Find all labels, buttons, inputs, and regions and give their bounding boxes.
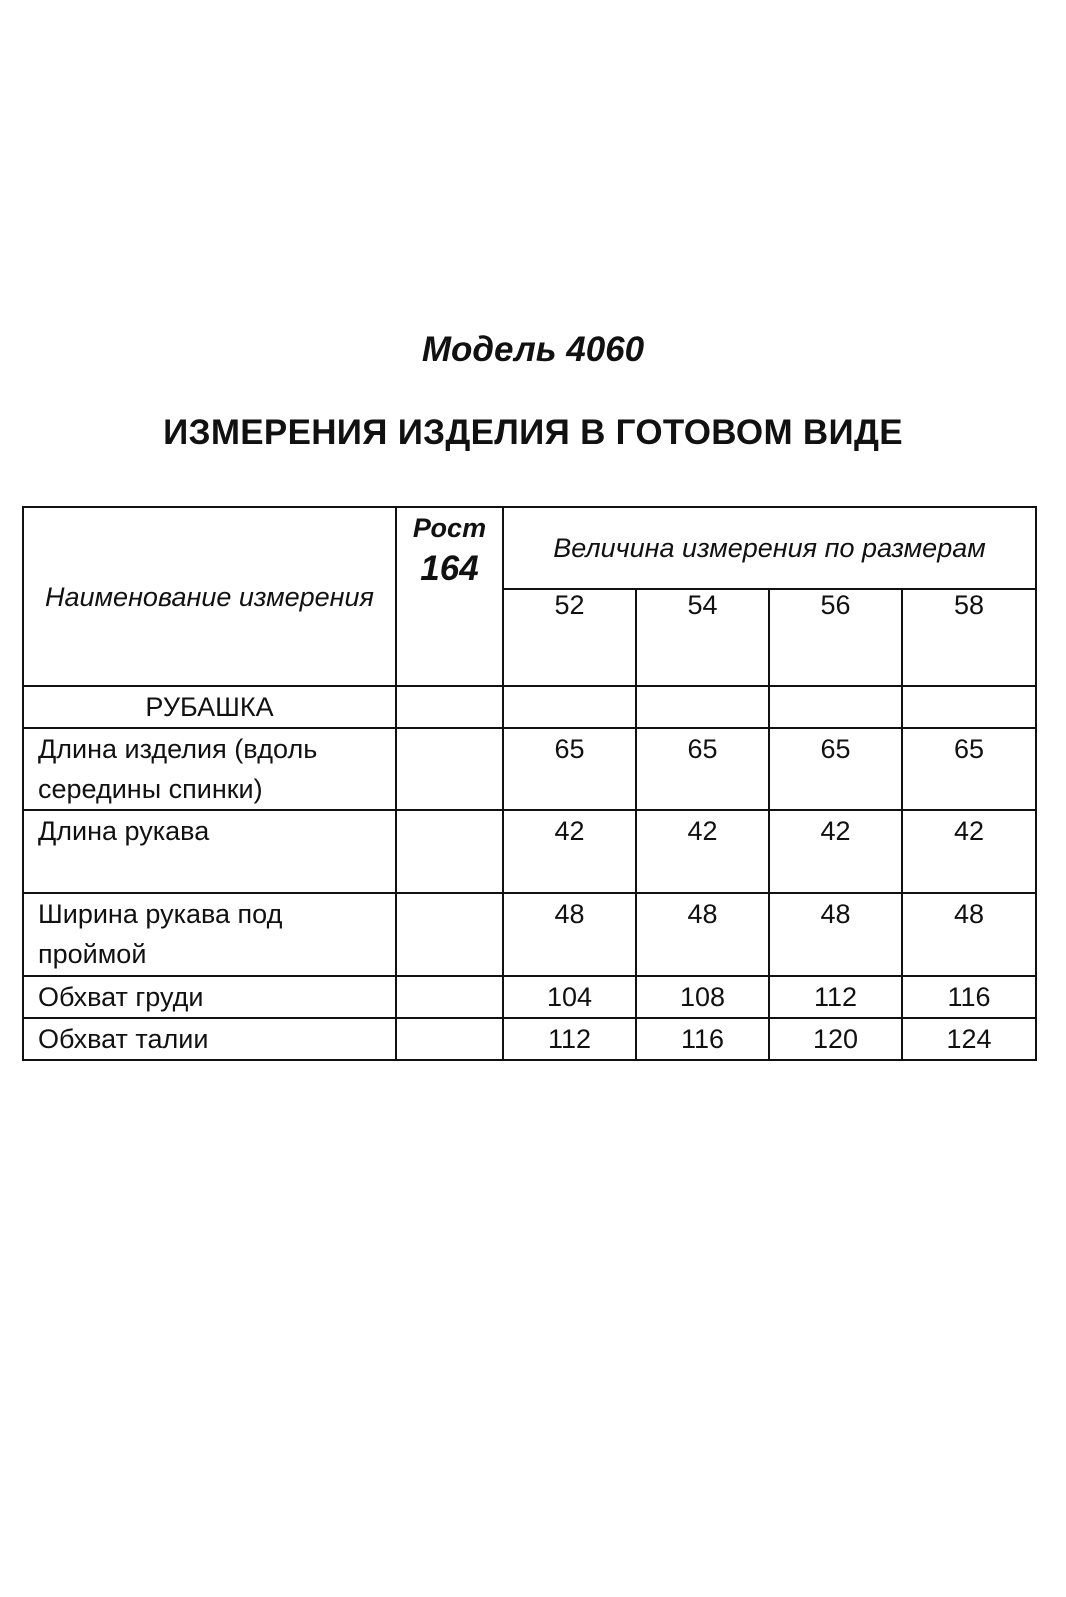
value-cell: 65 <box>769 728 902 810</box>
value-cell: 48 <box>769 893 902 976</box>
header-size: 52 <box>503 589 636 686</box>
section-title: РУБАШКА <box>23 686 396 728</box>
model-title: Модель 4060 <box>421 330 645 369</box>
row-label: Длина рукава <box>23 810 396 893</box>
value-cell: 65 <box>636 728 769 810</box>
section-row <box>23 686 1036 728</box>
empty-cell <box>769 686 902 728</box>
empty-cell <box>396 686 503 728</box>
height-cell <box>396 810 503 893</box>
height-cell <box>396 893 503 976</box>
row-label: Ширина рукава под проймой <box>23 893 396 976</box>
value-cell: 120 <box>769 1018 902 1060</box>
height-value: 164 <box>420 549 479 588</box>
table-row <box>23 1018 1036 1060</box>
empty-cell <box>503 686 636 728</box>
value-cell: 116 <box>902 976 1036 1018</box>
value-cell: 104 <box>503 976 636 1018</box>
table-row <box>23 976 1036 1018</box>
header-height <box>396 507 503 686</box>
height-cell <box>396 1018 503 1060</box>
header-size: 54 <box>636 589 769 686</box>
header-measure-name: Наименование измерения <box>23 507 396 686</box>
height-cell <box>396 728 503 810</box>
header-size: 56 <box>769 589 902 686</box>
value-cell: 65 <box>503 728 636 810</box>
row-label: Обхват талии <box>23 1018 396 1060</box>
value-cell: 42 <box>636 810 769 893</box>
value-cell: 116 <box>636 1018 769 1060</box>
value-cell: 42 <box>769 810 902 893</box>
table-row <box>23 810 1036 893</box>
row-label: Длина изделия (вдоль середины спинки) <box>23 728 396 810</box>
header-row-top <box>23 507 1036 589</box>
value-cell: 65 <box>902 728 1036 810</box>
value-cell: 108 <box>636 976 769 1018</box>
value-cell: 112 <box>503 1018 636 1060</box>
height-cell <box>396 976 503 1018</box>
row-label: Обхват груди <box>23 976 396 1018</box>
empty-cell <box>636 686 769 728</box>
value-cell: 48 <box>503 893 636 976</box>
header-size: 58 <box>902 589 1036 686</box>
value-cell: 112 <box>769 976 902 1018</box>
value-cell: 42 <box>503 810 636 893</box>
measurements-table <box>22 506 1037 1061</box>
value-cell: 48 <box>902 893 1036 976</box>
value-cell: 124 <box>902 1018 1036 1060</box>
header-size-group: Величина измерения по размерам <box>503 507 1036 589</box>
page-title: ИЗМЕРЕНИЯ ИЗДЕЛИЯ В ГОТОВОМ ВИДЕ <box>163 413 903 452</box>
table-row <box>23 728 1036 810</box>
empty-cell <box>902 686 1036 728</box>
value-cell: 42 <box>902 810 1036 893</box>
height-label: Рост <box>412 513 487 543</box>
table-row <box>23 893 1036 976</box>
value-cell: 48 <box>636 893 769 976</box>
